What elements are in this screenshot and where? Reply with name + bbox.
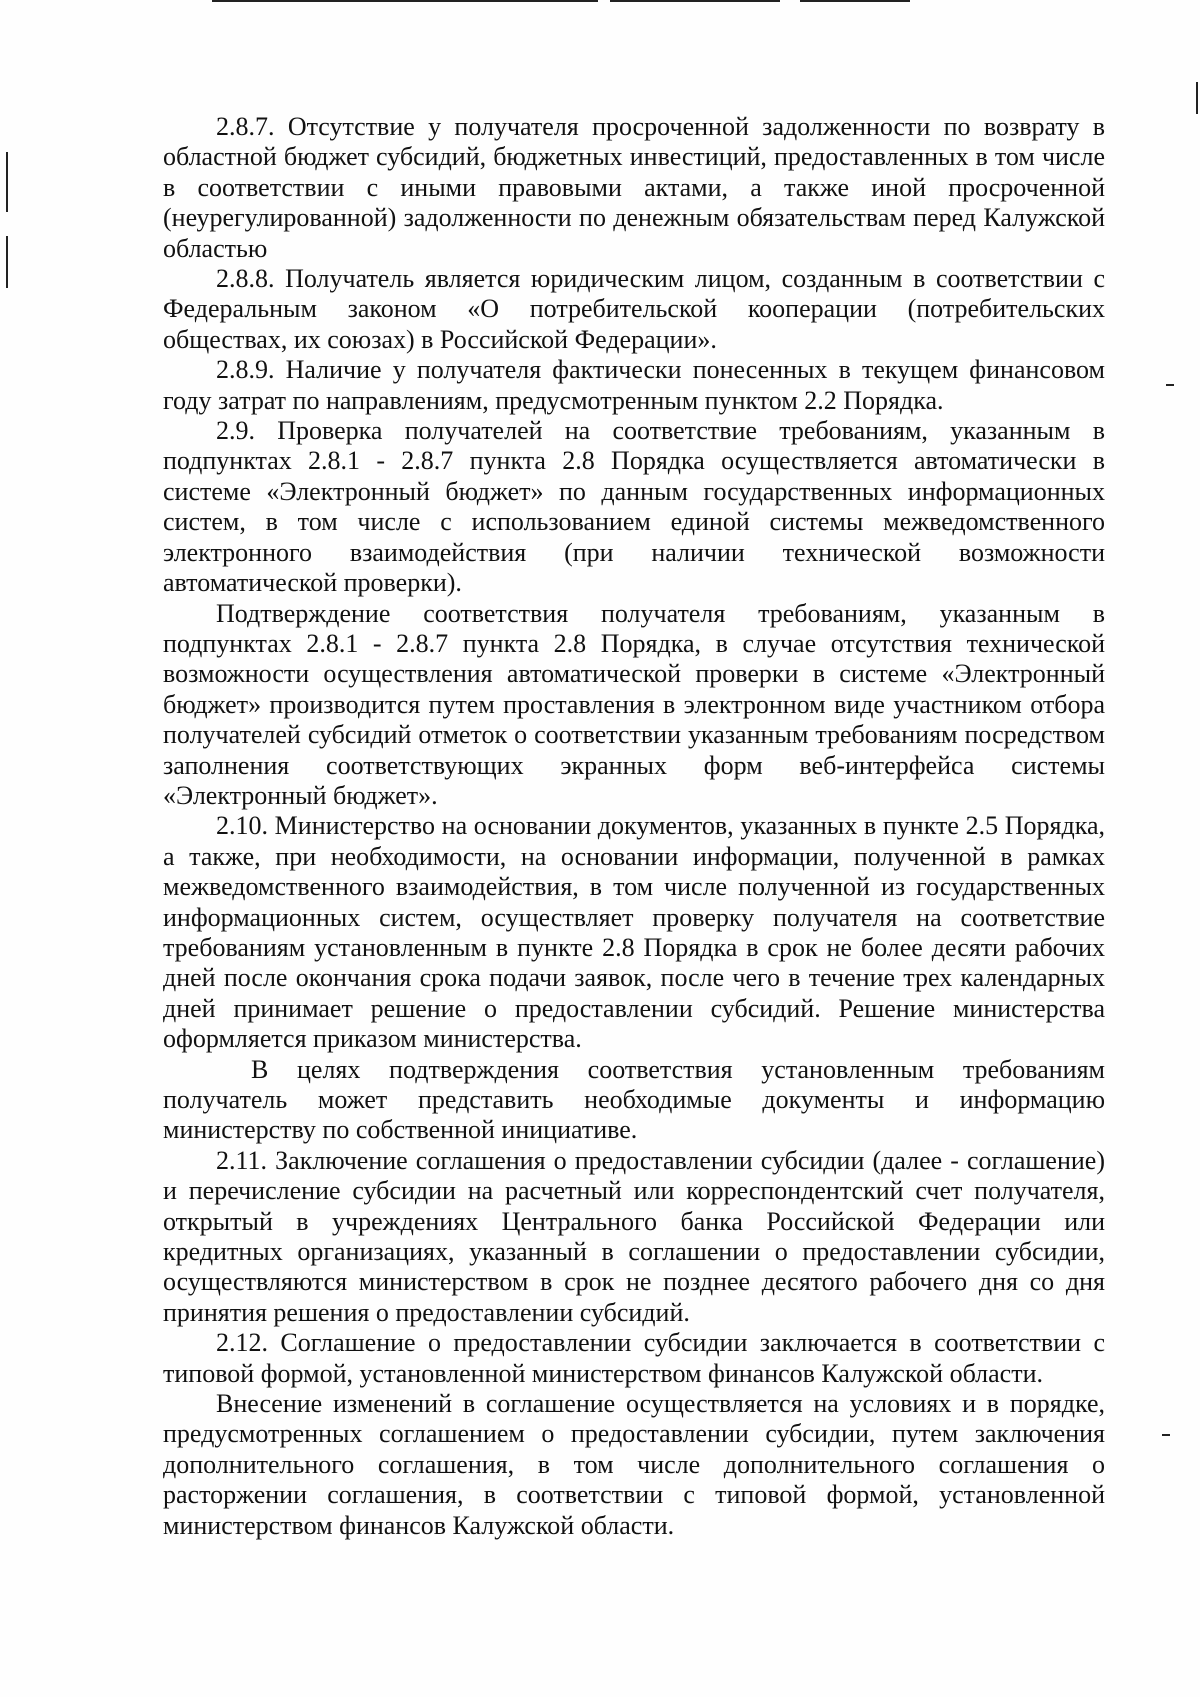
paragraph-amendments: Внесение изменений в соглашение осуществляется на условиях и в порядке, предусмотренных соглашением о предоставлении субсидии, путем заключения дополнительного соглашения, в том числе дополнительного соглашения о расторжении соглашения, в соответствии с типовой формой, установленной министерством финансов Калужской области.: [163, 1389, 1105, 1540]
paragraph-2-11: 2.11. Заключение соглашения о предоставлении субсидии (далее - соглашение) и перечисление субсидии на расчетный или корреспондентский счет получателя, открытый в учреждениях Центрального банка Российской Федерации или кредитных организациях, указанный в соглашении о предоставлении субсидии, осуществляются министерством в срок не позднее десятого рабочего дня со дня принятия решения о предоставлении субсидий.: [163, 1145, 1105, 1327]
document-body: [163, 112, 1105, 1541]
paragraph-2-12: 2.12. Соглашение о предоставлении субсидии заключается в соответствии с типовой формой, установленной министерством финансов Калужской области.: [163, 1328, 1105, 1388]
scan-edge-left-line: [6, 236, 8, 288]
paragraph-2-8-9: 2.8.9. Наличие у получателя фактически понесенных в текущем финансовом году затрат по направлениям, предусмотренным пунктом 2.2 Порядка.: [163, 355, 1105, 415]
paragraph-2-9: 2.9. Проверка получателей на соответствие требованиям, указанным в подпунктах 2.8.1 - 2.8.7 пункта 2.8 Порядка осуществляется автоматически в системе «Электронный бюджет» по данным государственных информационных систем, в том числе с использованием единой системы межведомственного электронного взаимодействия (при наличии технической возможности автоматической проверки).: [163, 416, 1105, 598]
paragraph-own-initiative: В целях подтверждения соответствия установленным требованиям получатель может представить необходимые документы и информацию министерству по собственной инициативе.: [163, 1054, 1105, 1145]
scan-mark: [1162, 1434, 1170, 1436]
paragraph-2-8-8: 2.8.8. Получатель является юридическим лицом, созданным в соответствии с Федеральным законом «О потребительской кооперации (потребительских обществах, их союзах) в Российской Федерации».: [163, 264, 1105, 354]
scan-edge-left-line: [6, 152, 8, 212]
scan-mark: [1166, 384, 1174, 386]
scan-edge-top-line: [610, 0, 780, 2]
paragraph-2-8-7: 2.8.7. Отсутствие у получателя просроченной задолженности по возврату в областной бюджет субсидий, бюджетных инвестиций, предоставленных в том числе в соответствии с иными правовыми актами, а также иной просроченной (неурегулированной) задолженности по денежным обязательствам перед Калужской областью: [163, 112, 1105, 263]
scan-edge-right-line: [1196, 82, 1198, 114]
paragraph-confirmation: Подтверждение соответствия получателя требованиям, указанным в подпунктах 2.8.1 - 2.8.7 пункта 2.8 Порядка, в случае отсутствия технической возможности осуществления автоматической проверки в системе «Электронный бюджет» производится путем проставления в электронном виде участником отбора получателей субсидий отметок о соответствии указанным требованиям посредством заполнения соответствующих экранных форм веб-интерфейса системы «Электронный бюджет».: [163, 598, 1105, 810]
paragraph-2-10: 2.10. Министерство на основании документов, указанных в пункте 2.5 Порядка, а также, при необходимости, на основании информации, полученной в рамках межведомственного взаимодействия, в том числе полученной из государственных информационных систем, осуществляет проверку получателя на соответствие требованиям установленным в пункте 2.8 Порядка в срок не более десяти рабочих дней после окончания срока подачи заявок, после чего в течение трех календарных дней принимает решение о предоставлении субсидий. Решение министерства оформляется приказом министерства.: [163, 811, 1105, 1054]
scan-edge-top-line: [800, 0, 910, 2]
scan-edge-top-line: [212, 0, 598, 2]
